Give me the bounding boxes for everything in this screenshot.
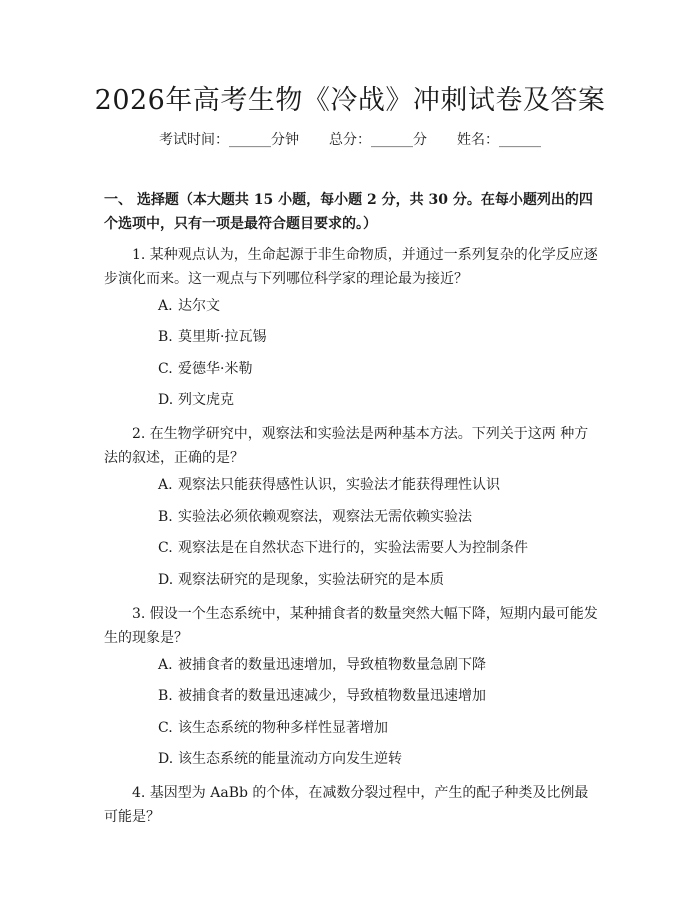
option-letter: A. (158, 657, 173, 673)
option-text: 实验法必须依赖观察法，观察法无需依赖实验法 (178, 509, 472, 525)
exam-time-field: 考试时间：______分钟 (159, 132, 299, 148)
option-letter: B. (158, 329, 173, 345)
question-2-option-b (158, 507, 598, 527)
option-text: 观察法研究的是现象，实验法研究的是本质 (178, 572, 444, 588)
question-2-option-c (158, 538, 598, 558)
option-letter: A. (158, 298, 173, 314)
option-letter: D. (158, 392, 174, 408)
option-text: 被捕食者的数量迅速减少，导致植物数量迅速增加 (178, 688, 486, 704)
exam-title: 2026年高考生物《冷战》冲刺试卷及答案 (94, 85, 606, 116)
total-score-field: 总分：______分 (329, 132, 427, 148)
option-text: 被捕食者的数量迅速增加，导致植物数量急剧下降 (178, 657, 486, 673)
question-4-text: 4. 基因型为 AaBb 的个体，在减数分裂过程中，产生的配子种类及比例最可能是？ (104, 785, 589, 825)
question-1-option-d (158, 390, 598, 410)
option-letter: D. (158, 572, 174, 588)
option-text: 该生态系统的能量流动方向发生逆转 (178, 751, 402, 767)
question-1-option-c (158, 359, 598, 379)
question-1-option-a (158, 296, 598, 316)
option-letter: D. (158, 751, 174, 767)
option-letter: B. (158, 688, 173, 704)
option-text: 观察法只能获得感性认识，实验法才能获得理性认识 (178, 477, 500, 493)
option-letter: B. (158, 509, 173, 525)
option-text: 该生态系统的物种多样性显著增加 (178, 720, 388, 736)
option-text: 爱德华·米勒 (178, 361, 253, 377)
option-text: 莫里斯·拉瓦锡 (178, 329, 267, 345)
question-3-option-b (158, 686, 598, 706)
option-letter: C. (158, 720, 173, 736)
question-1-text: 1. 某种观点认为，生命起源于非生命物质，并通过一系列复杂的化学反应逐步演化而来。这一观点与下列哪位科学家的理论最为接近？ (104, 247, 598, 287)
question-3-option-c (158, 718, 598, 738)
question-1-option-b (158, 327, 598, 347)
question-2-text: 2. 在生物学研究中，观察法和实验法是两种基本方法。下列关于这两 种方法的叙述，正确的是？ (104, 426, 589, 466)
option-letter: C. (158, 361, 173, 377)
option-letter: C. (158, 540, 173, 556)
option-text: 观察法是在自然状态下进行的，实验法需要人为控制条件 (178, 540, 528, 556)
student-name-field: 姓名：______ (457, 132, 541, 148)
option-text: 列文虎克 (178, 392, 234, 408)
exam-meta-line (0, 130, 700, 150)
question-3-option-d (158, 749, 598, 769)
option-letter: A. (158, 477, 173, 493)
question-3-option-a (158, 655, 598, 675)
question-2-option-a (158, 475, 598, 495)
question-3-text: 3. 假设一个生态系统中，某种捕食者的数量突然大幅下降，短期内最可能发生的现象是？ (104, 606, 598, 646)
question-2-option-d (158, 570, 598, 590)
section-heading: 一、 选择题（本大题共 15 小题，每小题 2 分，共 30 分。在每小题列出的四个选项中，只有一项是最符合题目要求的。） (104, 192, 593, 232)
option-text: 达尔文 (178, 298, 220, 314)
